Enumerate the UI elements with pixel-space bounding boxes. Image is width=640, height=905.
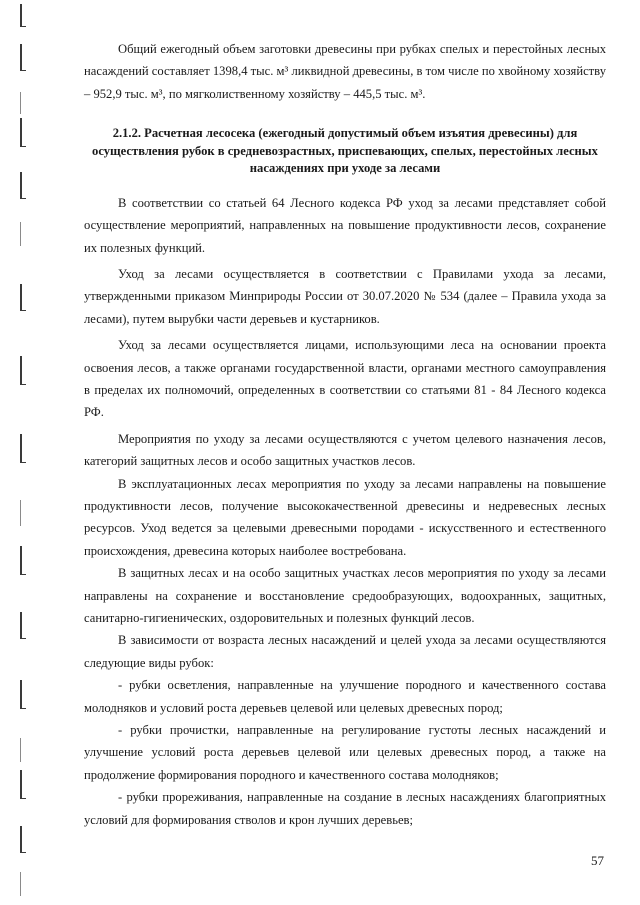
list-item: - рубки осветления, направленные на улучшение породного и качественного состава молодняков и условий роста деревьев целевой или целевых древесных пород;: [84, 678, 606, 715]
binding-mark: [20, 44, 22, 70]
page-number: 57: [591, 853, 604, 868]
binding-mark: [20, 612, 22, 638]
binding-mark: [20, 872, 21, 896]
binding-tick: [20, 70, 26, 71]
binding-mark: [20, 770, 22, 798]
binding-tick: [20, 198, 26, 199]
binding-mark: [20, 172, 22, 198]
binding-tick: [20, 638, 26, 639]
paragraph: В соответствии со статьей 64 Лесного кодекса РФ уход за лесами представляет собой осуществление мероприятий, направленных на повышение продуктивности лесов, сохранение их полезных функций.: [84, 195, 606, 255]
binding-tick: [20, 798, 26, 799]
binding-tick: [20, 708, 26, 709]
binding-tick: [20, 146, 26, 147]
binding-marks: [0, 0, 40, 905]
binding-tick: [20, 852, 26, 853]
binding-mark: [20, 4, 22, 26]
binding-mark: [20, 738, 21, 762]
binding-mark: [20, 92, 21, 114]
document-body: [84, 38, 606, 831]
paragraph: В эксплуатационных лесах мероприятия по уходу за лесами направлены на повышение продуктивности лесов, получение высококачественной древесины и недревесных лесных ресурсов. Уход ведется за целевыми древесными породами - искусственного и естественного происхождения, древесина которых наиболее востребована.: [84, 476, 606, 558]
binding-tick: [20, 26, 26, 27]
binding-mark: [20, 500, 21, 526]
binding-tick: [20, 310, 26, 311]
binding-mark: [20, 546, 22, 574]
binding-mark: [20, 826, 22, 852]
paragraph: Уход за лесами осуществляется в соответствии с Правилами ухода за лесами, утвержденными приказом Минприроды России от 30.07.2020 № 534 (далее – Правила ухода за лесами), путем вырубки части деревьев и кустарников.: [84, 266, 606, 326]
binding-tick: [20, 384, 26, 385]
binding-mark: [20, 222, 21, 246]
paragraph: Уход за лесами осуществляется лицами, использующими леса на основании проекта освоения лесов, а также органами государственной власти, органами местного самоуправления в пределах их полномочий, определенных в соответствии со статьями 81 - 84 Лесного кодекса РФ.: [84, 338, 606, 420]
binding-tick: [20, 574, 26, 575]
binding-tick: [20, 462, 26, 463]
list-item: - рубки прочистки, направленные на регулирование густоты лесных насаждений и улучшение условий роста деревьев целевой или целевых древесных пород, а также на продолжение формирования породного и качественного состава молодняков;: [84, 723, 606, 782]
paragraph: В зависимости от возраста лесных насаждений и целей ухода за лесами осуществляются следующие виды рубок:: [84, 633, 606, 670]
binding-mark: [20, 680, 22, 708]
paragraph: Общий ежегодный объем заготовки древесины при рубках спелых и перестойных лесных насаждений составляет 1398,4 тыс. м³ ликвидной древесины, в том числе по хвойному хозяйству – 952,9 тыс. м³, по мягколиственному хозяйству – 445,5 тыс. м³.: [84, 42, 606, 101]
binding-mark: [20, 434, 22, 462]
binding-mark: [20, 118, 22, 146]
paragraph: Мероприятия по уходу за лесами осуществляются с учетом целевого назначения лесов, категорий защитных лесов и особо защитных участков лесов.: [84, 431, 606, 469]
section-heading: 2.1.2. Расчетная лесосека (ежегодный допустимый объем изъятия древесины) для осуществления рубок в средневозрастных, приспевающих, спелых, перестойных лесных насаждениях при уходе за лесами: [92, 126, 598, 176]
binding-mark: [20, 356, 22, 384]
binding-mark: [20, 284, 22, 310]
list-item: - рубки прореживания, направленные на создание в лесных насаждениях благоприятных условий для формирования стволов и крон лучших деревьев;: [84, 790, 606, 827]
paragraph: В защитных лесах и на особо защитных участках лесов мероприятия по уходу за лесами направлены на сохранение и восстановление средообразующих, водоохранных, защитных, санитарно-гигиенических, оздоровительных и полезных функций лесов.: [84, 566, 606, 626]
